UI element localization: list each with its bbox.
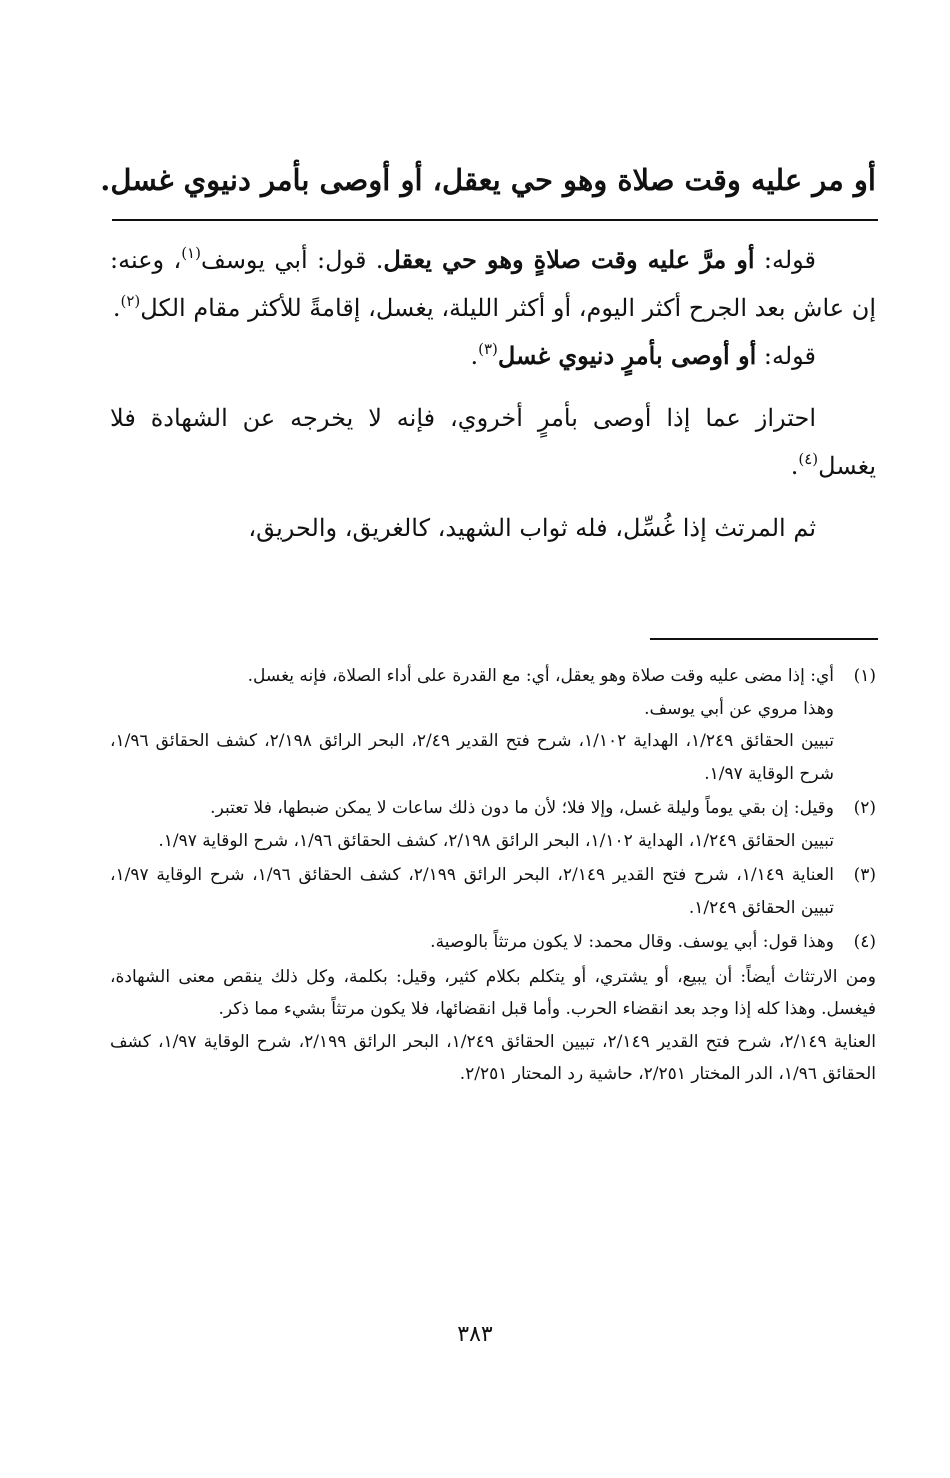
footnote-number: (٢): [853, 798, 876, 818]
footnote-number: (٤): [853, 932, 876, 952]
commentary-paragraph-4: [110, 504, 876, 552]
footnote-number: (٣): [853, 865, 876, 885]
commentary-paragraph-3: [110, 394, 876, 490]
p2-lead: قوله:: [756, 342, 816, 370]
footnote-line: أي: إذا مضى عليه وقت صلاة وهو يعقل، أي: مع القدرة على أداء الصلاة، فإنه يغسل.: [247, 666, 834, 686]
main-text-heading: [76, 150, 876, 210]
footnote-body: [110, 926, 834, 959]
footnote-line: ومن الارتثاث أيضاً: أن يبيع، أو يشتري، أو يتكلم بكلام كثير، وقيل: بكلمة، وكل ذلك ينقص معنى الشهادة، فيغسل. وهذا كله إذا وجد بعد انقضاء الحرب. وأما قبل انقضائها، فلا يكون مرتثاً بشيء مما ذكر.: [110, 966, 876, 1019]
page-number: ٣٨٣: [457, 1322, 493, 1347]
footnote-line: تبيين الحقائق ١/٢٤٩، الهداية ١/١٠٢، البحر الرائق ٢/١٩٨، كشف الحقائق ١/٩٦، شرح الوقاية ١/٩٧.: [158, 830, 834, 851]
footnote-3: [110, 859, 876, 924]
p1-lead: قوله:: [754, 246, 817, 274]
commentary-paragraph-2: [110, 332, 876, 380]
footnote-1: [110, 660, 876, 790]
footnote-ref-1: (١): [181, 244, 201, 262]
p4-body: ثم المرتث إذا غُسِّل، فله ثواب الشهيد، كالغريق، والحريق،: [248, 514, 816, 542]
p1-end: .: [112, 294, 121, 322]
footnote-number: (١): [853, 666, 876, 686]
footnote-line: وقيل: إن بقي يوماً وليلة غسل، وإلا فلا؛ لأن ما دون ذلك ساعات لا يمكن ضبطها، فلا تعتبر.: [210, 798, 834, 818]
p3-end: .: [790, 452, 799, 480]
footnote-body: [110, 660, 834, 790]
footnote-body: [110, 859, 834, 924]
footnote-2: [110, 792, 876, 857]
footnote-line: العناية ١/١٤٩، شرح فتح القدير ٢/١٤٩، البحر الرائق ٢/١٩٩، كشف الحقائق ١/٩٦، شرح الوقاية ١/٩٧، تبيين الحقائق ١/٢٤٩.: [110, 865, 834, 918]
p2-quoted-text: أو أوصى بأمرٍ دنيوي غسل: [497, 341, 757, 370]
p2-end: .: [470, 342, 479, 370]
footnote-line: وهذا مروي عن أبي يوسف.: [644, 698, 834, 719]
commentary-paragraph-1: [110, 236, 876, 332]
top-divider: [112, 219, 878, 221]
p1-body: ، وعنه: إن عاش بعد الجرح أكثر اليوم، أو أكثر الليلة، يغسل، إقامةً للأكثر مقام الكل: [110, 246, 876, 322]
p1-quoted-text: أو مرَّ عليه وقت صلاةٍ وهو حي يعقل: [383, 245, 755, 274]
footnote-divider: [650, 638, 878, 640]
footnotes-section: [110, 660, 876, 1091]
commentary-section: [110, 236, 876, 566]
footnote-ref-3: (٣): [478, 340, 498, 358]
footnote-line: العناية ٢/١٤٩، شرح فتح القدير ٢/١٤٩، تبيين الحقائق ١/٢٤٩، البحر الرائق ٢/١٩٩، شرح الوقاية ١/٩٧، كشف الحقائق ١/٩٦، الدر المختار ٢/٢٥١، حاشية رد المحتار ٢/٢٥١.: [110, 1031, 877, 1084]
p1-after-quote: . قول: أبي يوسف: [200, 246, 384, 274]
footnote-line: وهذا قول: أبي يوسف. وقال محمد: لا يكون مرتثاً بالوصية.: [430, 932, 834, 952]
footnote-ref-4: (٤): [798, 450, 819, 468]
footnote-line: تبيين الحقائق ١/٢٤٩، الهداية ١/١٠٢، شرح فتح القدير ٢/٤٩، البحر الرائق ٢/١٩٨، كشف الحقائق ١/٩٦، شرح الوقاية ١/٩٧.: [110, 731, 835, 784]
footnote-body: [110, 792, 834, 857]
footnote-ref-2: (٢): [120, 292, 141, 310]
footnote-4-continuation: [110, 961, 876, 1091]
footnote-4: [110, 926, 876, 959]
main-text: أو مر عليه وقت صلاة وهو حي يعقل، أو أوصى بأمر دنيوي غسل.: [100, 163, 876, 197]
p3-body: احتراز عما إذا أوصى بأمرٍ أخروي، فإنه لا يخرجه عن الشهادة فلا يغسل: [110, 404, 876, 480]
